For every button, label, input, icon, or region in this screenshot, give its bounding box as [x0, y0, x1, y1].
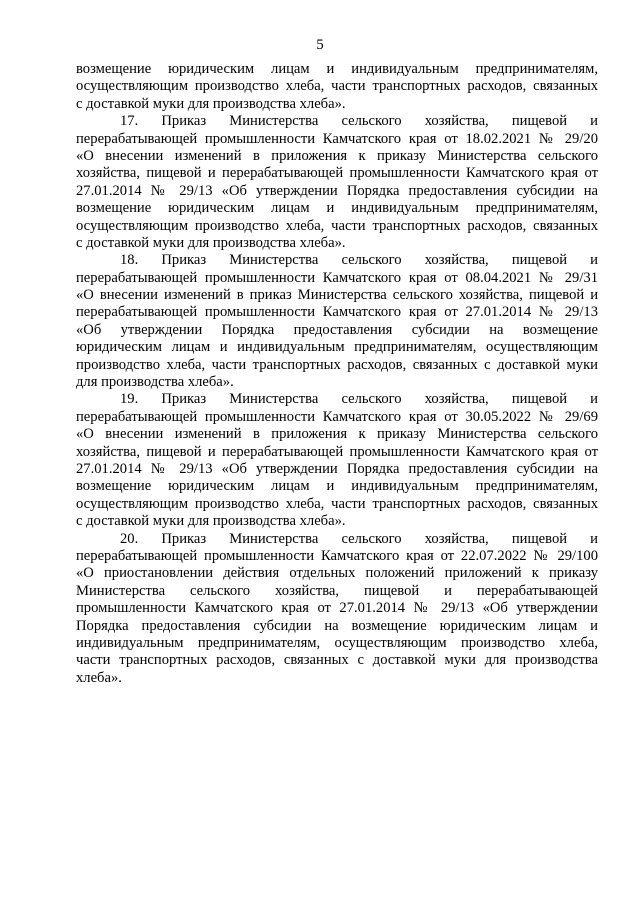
paragraph-first-line: 19. Приказ Министерства сельского хозяйства, пищевой и [120, 391, 598, 408]
text-line: возмещение юридическим лицам и индивидуальным предпринимателям, [76, 200, 598, 217]
text-line: юридическим лицам и индивидуальным предпринимателям, осуществляющим [76, 339, 598, 356]
text-line: 27.01.2014 № 29/13 «Об утверждении Порядка предоставления субсидии на [76, 460, 598, 477]
text-line: хозяйства, пищевой и перерабатывающей промышленности Камчатского края от [76, 443, 598, 460]
text-line: для производства хлеба». [76, 374, 234, 391]
text-line: перерабатывающей промышленности Камчатского края от 27.01.2014 № 29/13 [76, 304, 598, 321]
text-line: перерабатывающей промышленности Камчатского края от 08.04.2021 № 29/31 [76, 269, 598, 286]
text-line: Порядка предоставления субсидии на возмещение юридическим лицам и [76, 617, 598, 634]
text-line: осуществляющим производство хлеба, части транспортных расходов, связанных [76, 495, 598, 512]
text-line: «О внесении изменений в приказ Министерства сельского хозяйства, пищевой и [76, 287, 598, 304]
text-line: с доставкой муки для производства хлеба». [76, 234, 346, 251]
text-line: перерабатывающей промышленности Камчатского края от 18.02.2021 № 29/20 [76, 130, 598, 147]
page-number: 5 [316, 37, 324, 53]
text-line: перерабатывающей промышленности Камчатского края от 22.07.2022 № 29/100 [76, 547, 598, 564]
text-line: промышленности Камчатского края от 27.01.2014 № 29/13 «Об утверждении [76, 600, 598, 617]
text-line: «О внесении изменений в приложения к приказу Министерства сельского [76, 147, 598, 164]
text-line: возмещение юридическим лицам и индивидуальным предпринимателям, [76, 61, 598, 77]
paragraph-first-line: 18. Приказ Министерства сельского хозяйства, пищевой и [120, 252, 598, 269]
text-line: хозяйства, пищевой и перерабатывающей промышленности Камчатского края от [76, 165, 598, 182]
text-line: хлеба». [76, 669, 122, 686]
text-line: возмещение юридическим лицам и индивидуальным предпринимателям, [76, 478, 598, 495]
text-line: с доставкой муки для производства хлеба». [76, 513, 346, 530]
text-line: «О внесении изменений в приложения к приказу Министерства сельского [76, 426, 598, 443]
text-line: «Об утверждении Порядка предоставления субсидии на возмещение [76, 321, 598, 338]
text-line: осуществляющим производство хлеба, части транспортных расходов, связанных [76, 217, 598, 234]
document-body [76, 61, 598, 687]
text-line: осуществляющим производство хлеба, части транспортных расходов, связанных [76, 78, 598, 95]
text-line: индивидуальным предпринимателям, осуществляющим производство хлеба, [76, 634, 598, 651]
text-line: 27.01.2014 № 29/13 «Об утверждении Порядка предоставления субсидии на [76, 182, 598, 199]
text-line: перерабатывающей промышленности Камчатского края от 30.05.2022 № 29/69 [76, 408, 598, 425]
paragraph-first-line: 17. Приказ Министерства сельского хозяйства, пищевой и [120, 113, 598, 130]
text-line: Министерства сельского хозяйства, пищевой и перерабатывающей [76, 582, 598, 599]
paragraph-first-line: 20. Приказ Министерства сельского хозяйства, пищевой и [120, 530, 598, 547]
text-line: «О приостановлении действия отдельных положений приложений к приказу [76, 565, 598, 582]
text-line: части транспортных расходов, связанных с доставкой муки для производства [76, 652, 598, 669]
text-line: производство хлеба, части транспортных расходов, связанных с доставкой муки [76, 356, 598, 373]
text-line: с доставкой муки для производства хлеба». [76, 95, 346, 112]
